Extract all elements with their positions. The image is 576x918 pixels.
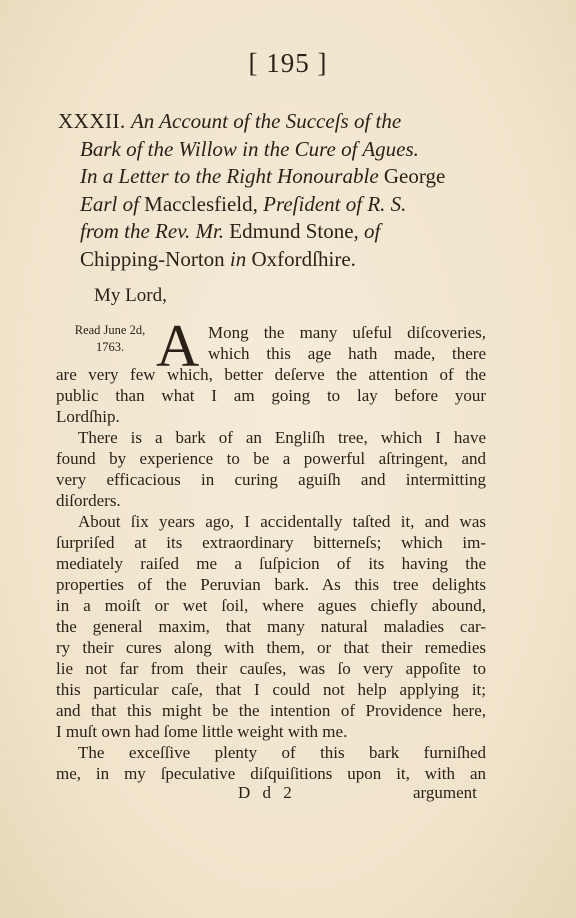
title-line-1 bbox=[58, 108, 498, 136]
title-line-3 bbox=[58, 163, 498, 191]
drop-cap: A bbox=[156, 313, 200, 379]
place-name: Oxfordſhire. bbox=[251, 246, 356, 271]
body-line: which this age hath made, there bbox=[208, 344, 486, 363]
title-line-6 bbox=[58, 246, 498, 274]
title-text: of bbox=[364, 219, 381, 243]
title-text: An Account of the Succeſs of the bbox=[130, 109, 402, 133]
article-title bbox=[58, 108, 498, 273]
body-line: properties of the Peruvian bark. As this tree delights bbox=[56, 575, 486, 594]
title-text: Bark of the Willow in the Cure of Agues. bbox=[80, 136, 419, 161]
body-line: ſurpriſed at its extraordinary bitterneſs; which im- bbox=[56, 533, 486, 552]
signature-mark: D d 2 bbox=[238, 783, 296, 802]
body-line: are very few which, better deſerve the attention of the bbox=[56, 365, 486, 384]
title-text: George bbox=[383, 164, 446, 188]
title-line-4 bbox=[58, 191, 498, 219]
body-line: very efficacious in curing aguiſh and intermitting bbox=[56, 470, 486, 489]
body-line: the general maxim, that many natural maladies car- bbox=[56, 617, 486, 636]
title-text: from the Rev. Mr. bbox=[80, 219, 225, 243]
body-line: Lordſhip. bbox=[56, 407, 120, 426]
title-line-5 bbox=[58, 218, 498, 246]
body-line: About ſix years ago, I accidentally taſted it, and was bbox=[78, 512, 486, 531]
body-line: and that this might be the intention of Providence here, bbox=[56, 701, 486, 720]
letter-body bbox=[56, 322, 486, 784]
body-line: The exceſſive plenty of this bark furniſhed bbox=[78, 743, 486, 762]
title-text: in bbox=[229, 246, 247, 271]
sidenote-line: Read June 2d, bbox=[74, 323, 146, 337]
body-line: me, in my ſpeculative diſquiſitions upon it, with an bbox=[56, 764, 486, 783]
body-line: in a moiſt or wet ſoil, where agues chiefly abound, bbox=[56, 596, 486, 615]
body-line: ry their cures along with them, or that their remedies bbox=[56, 638, 486, 657]
sidenote-line: 1763. bbox=[95, 340, 125, 354]
body-line: diſorders. bbox=[56, 491, 121, 510]
body-line: this particular caſe, that I could not help applying it; bbox=[56, 680, 486, 699]
title-line-2 bbox=[58, 136, 498, 164]
body-line: I muſt own had ſome little weight with me. bbox=[56, 722, 348, 741]
place-name: Chipping-Norton bbox=[80, 246, 225, 271]
salutation: My Lord, bbox=[94, 285, 167, 306]
article-number: XXXII. bbox=[58, 109, 126, 133]
body-line: lie not far from their cauſes, was ſo very appoſite to bbox=[56, 659, 486, 678]
title-text: In a Letter to the Right Honourable bbox=[80, 164, 379, 188]
catchword: argument bbox=[413, 783, 477, 802]
body-line: There is a bark of an Engliſh tree, which I have bbox=[78, 428, 486, 447]
body-line: Mong the many uſeful diſcoveries, bbox=[208, 323, 486, 342]
title-text: Macclesfield, bbox=[144, 191, 258, 216]
title-text: Preſident of R. S. bbox=[263, 191, 407, 216]
page-number: [ 195 ] bbox=[248, 48, 328, 78]
body-line: found by experience to be a powerful aſtringent, and bbox=[56, 449, 486, 468]
body-line: mediately raiſed me a ſuſpicion of its having the bbox=[56, 554, 486, 573]
title-text: Earl of bbox=[80, 191, 139, 216]
author-name: Edmund Stone, bbox=[229, 219, 359, 243]
body-line: public than what I am going to lay before your bbox=[56, 386, 486, 405]
